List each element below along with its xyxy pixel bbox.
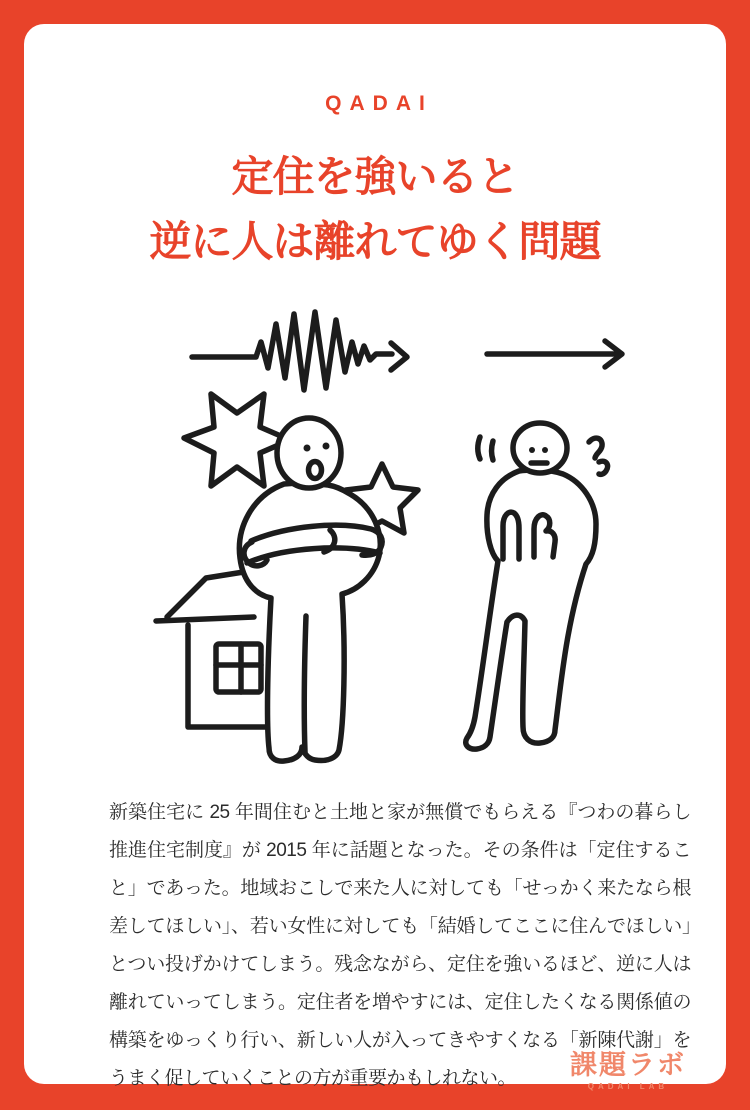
house-icon: [156, 570, 270, 727]
poster-card: [24, 24, 726, 1091]
shout-arrow-icon: [192, 312, 407, 390]
brand-label: QADAI: [325, 92, 433, 115]
nervous-marks-left2-icon: [492, 441, 494, 460]
illustration-svg: [134, 304, 664, 774]
shout-bubble-large-icon: [184, 394, 290, 486]
qadai-lab-logo: [570, 1050, 686, 1091]
body-paragraph: 新築住宅に 25 年間住むと土地と家が無償でもらえる『つわの暮らし推進住宅制度』が 2015 年に話題となった。その条件は「定住すること」であった。地域おこしで来た人に対しても「せっかく来たなら根差してほしい」、若い女性に対しても「結婚してここに住んでほしい」とつい投げかけてしまう。残念ながら、定住を強いるほど、逆に人は離れていってしまう。定住者を増やすには、定住したくなる関係値の構築をゆっくり行い、新しい人が入ってきやすくなる「新陳代謝」をうまく促していくことの方が重要かもしれない。: [109, 802, 691, 1089]
title-line-1: 定住を強いると: [231, 153, 519, 200]
logo-english: QADAI LAB: [587, 1082, 669, 1091]
question-mark-icon: [589, 438, 602, 458]
nervous-marks-left-icon: [478, 437, 480, 459]
logo-japanese: 課題ラボ: [570, 1050, 686, 1080]
page-title: [24, 144, 726, 274]
leaving-person-figure: [466, 423, 608, 749]
illustration: [134, 304, 664, 774]
question-hook-icon: [599, 461, 608, 474]
straight-arrow-icon: [487, 341, 622, 367]
title-line-2: 逆に人は離れてゆく問題: [149, 218, 601, 265]
